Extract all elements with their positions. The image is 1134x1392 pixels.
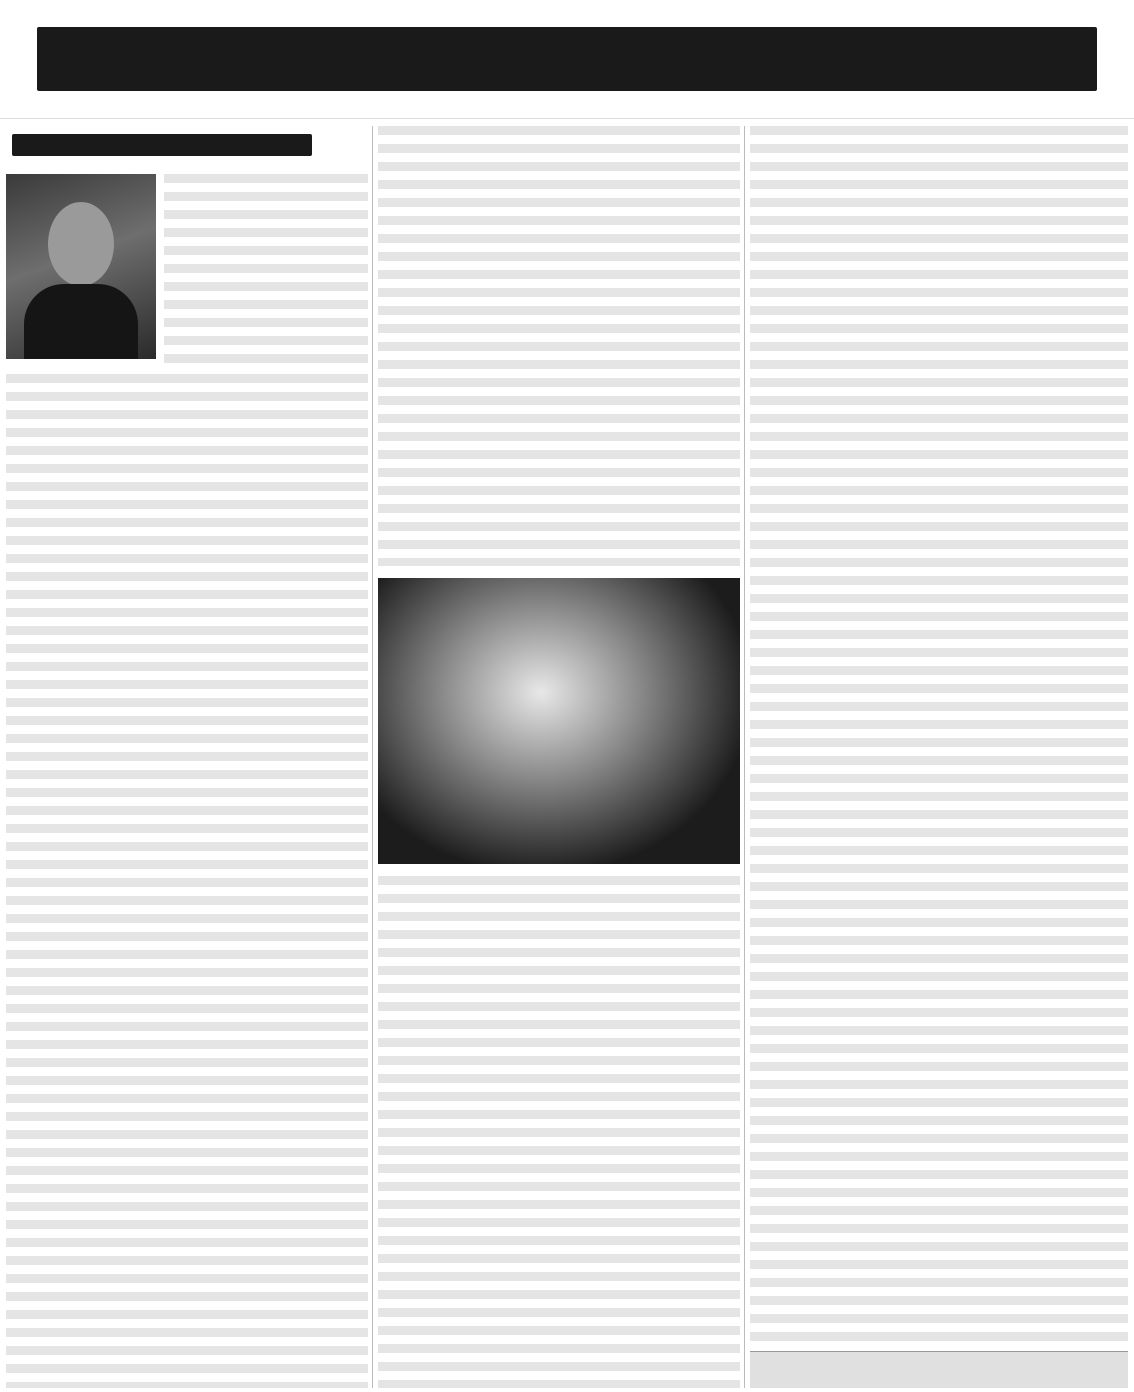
column-1-text [6,374,368,1388]
column-3 [750,126,1128,1388]
column-rule-2 [744,126,745,1388]
headline-band [0,0,1134,119]
headline [37,27,1097,91]
column-3-text [750,126,1128,1343]
column-rule-1 [372,126,373,1388]
lead-text [164,174,368,364]
column-2-text-top [378,126,740,566]
column-2-text-bottom [378,876,740,1388]
news-photo [378,578,740,864]
byline [12,134,312,156]
lead-row [6,174,368,364]
column-1 [6,126,368,1388]
column-2 [378,126,740,1388]
author-portrait [6,174,156,359]
author-credit [750,1351,1128,1388]
